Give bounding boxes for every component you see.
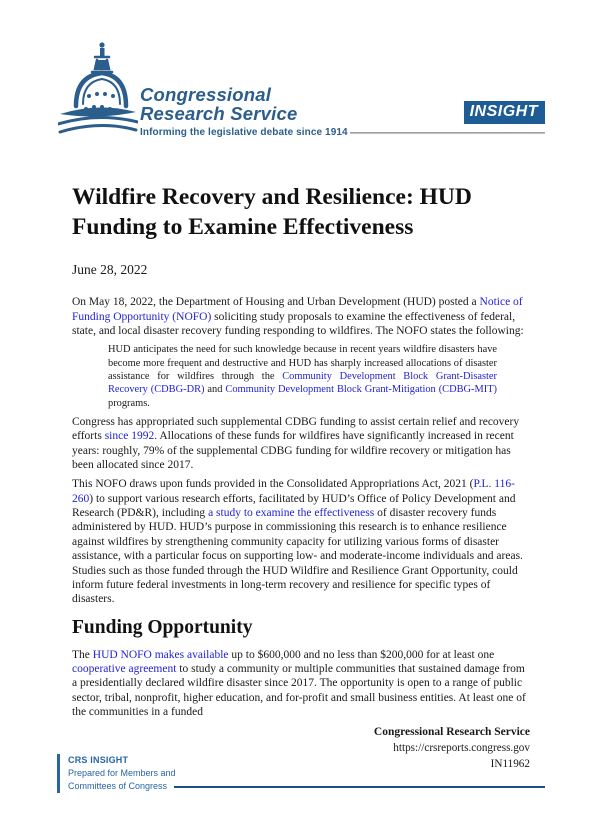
inline-link[interactable]: a study to examine the effectiveness <box>208 507 375 520</box>
document-title: Wildfire Recovery and Resilience: HUD Funding to Examine Effectiveness <box>72 184 472 241</box>
paragraph: This NOFO draws upon funds provided in the Consolidated Appropriations Act, 2021 (P.L. 116-260) to support various research efforts, facilitated by HUD’s Office of Policy Development and Research (PD&R), including a study to examine the effectiveness of disaster recovery funds administered by HUD. HUD’s purpose in commissioning this research is to enhance resilience against wildfires by strengthening community capacity for utilizing various forms of disaster assistance, with a particular focus on supporting low- and moderate-income individuals and areas. Studies such as those funded through the HUD Wildfire and Resilience Grant Opportunity, could inform future federal investments in long-term recovery and resilience for specific types of disasters. <box>72 478 523 606</box>
inline-link[interactable]: HUD NOFO makes available <box>92 648 229 661</box>
logo-text <box>140 40 348 138</box>
paragraph: The HUD NOFO makes available up to $600,000 and no less than $200,000 for at least one cooperative agreement to study a community or multiple communities that sustained damage from a presidentially declared wildfire disaster since 2017. The opportunity is open to a range of public sector, tribal, nonprofit, higher education, and for-profit and small business entities. At least one of the communities in a funded <box>72 648 526 719</box>
footer-doc-id: IN11962 <box>490 757 530 770</box>
header-rule <box>350 132 545 134</box>
inline-link[interactable]: Community Development Block Grant-Mitigation (CDBG-MIT) <box>225 384 498 396</box>
footer-prepared-line2: Committees of Congress <box>68 780 168 791</box>
inline-link[interactable]: P.L. 116-260 <box>72 478 515 505</box>
document-date: June 28, 2022 <box>72 262 148 278</box>
inline-link[interactable]: Community Development Block Grant-Disaster Recovery (CDBG-DR) <box>108 370 498 396</box>
inline-link[interactable]: since 1992 <box>104 430 155 443</box>
footer-left-text <box>68 754 545 793</box>
paragraph: On May 18, 2022, the Department of Housing and Urban Development (HUD) posted a Notice of Funding Opportunity (NOFO) soliciting study proposals to examine the effectiveness of federal, state, and local disaster recovery funding responding to wildfires. The NOFO states the following: <box>72 296 524 337</box>
logo-line1: Congressional <box>140 84 272 105</box>
logo-line2: Research Service <box>140 102 298 124</box>
footer-left <box>57 754 545 793</box>
footer-insight-label: CRS INSIGHT <box>68 754 129 765</box>
footer-prepared-line1: Prepared for Members and <box>68 767 176 778</box>
header <box>58 40 545 138</box>
page <box>0 40 600 817</box>
blockquote: HUD anticipates the need for such knowledge because in recent years wildfire disasters have become more frequent and destructive and HUD has sharply increased allocations of disaster assistance for wildfires through the Community Development Block Grant-Disaster Recovery (CDBG-DR) and Community Development Block Grant-Mitigation (CDBG-MIT) programs. <box>108 344 498 409</box>
paragraph: Congress has appropriated such supplemental CDBG funding to assist certain relief and recovery efforts since 1992. Allocations of these funds for wildfires have significantly increased in recent years: roughly, 79% of the supplemental CDBG funding for wildfire recovery or mitigation has been allocated since 2017. <box>72 415 520 471</box>
capitol-dome-icon <box>58 40 138 138</box>
crs-logo <box>58 40 348 138</box>
footer-url-link[interactable]: https://crsreports.congress.gov <box>393 741 530 754</box>
inline-link[interactable]: Notice of Funding Opportunity (NOFO) <box>72 296 523 323</box>
inline-link[interactable]: cooperative agreement <box>72 663 177 676</box>
insight-badge: INSIGHT <box>464 101 545 124</box>
footer-org: Congressional Research Service <box>373 725 530 738</box>
footer-left-bar <box>57 754 60 793</box>
logo-tagline: Informing the legislative debate since 1914 <box>140 127 348 138</box>
section-heading: Funding Opportunity <box>72 616 253 638</box>
footer-left-rule <box>174 786 545 788</box>
document-body <box>72 295 530 719</box>
